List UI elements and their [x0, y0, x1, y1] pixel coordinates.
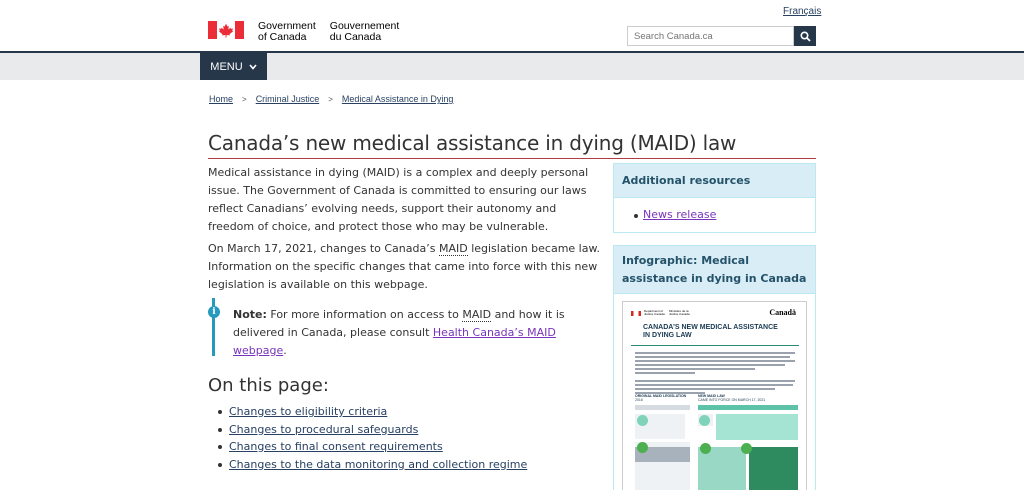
language-toggle-link[interactable]: Français — [783, 6, 822, 17]
breadcrumb-maid[interactable]: Medical Assistance in Dying — [341, 94, 454, 104]
infographic-heading: Infographic: Medical assistance in dying in Canada — [614, 246, 815, 294]
maid-abbreviation[interactable]: MAID — [462, 308, 492, 321]
infographic-image[interactable] — [622, 301, 807, 490]
search-button[interactable] — [794, 26, 816, 46]
original-law-label: ORIGINAL MAID LEGISLATION 2016 — [635, 394, 687, 402]
toc-link-eligibility[interactable]: Changes to eligibility criteria — [229, 405, 388, 418]
maid-abbreviation[interactable]: MAID — [438, 242, 468, 255]
new-law-label: NEW MAID LAW CAME INTO FORCE ON MARCH 17, 2021 — [698, 394, 766, 402]
breadcrumb-home[interactable]: Home — [209, 94, 234, 104]
search-icon — [800, 31, 811, 42]
page-title: Canada’s new medical assistance in dying (MAID) law — [208, 131, 737, 155]
additional-resources-panel — [613, 163, 816, 233]
navigation-bar — [0, 53, 1024, 80]
search-input[interactable] — [627, 26, 794, 46]
list-item — [218, 438, 527, 456]
legislation-paragraph: On March 17, 2021, changes to Canada’s MAID legislation became law. Information on the specific changes that came into force with this new legislation is available on this webpage. — [208, 242, 600, 291]
gov-name-fr: Gouvernement du Canada — [329, 20, 400, 43]
toc-link-final-consent[interactable]: Changes to final consent requirements — [229, 440, 443, 453]
intro-paragraph: Medical assistance in dying (MAID) is a complex and deeply personal issue. The Government of Canada is committed to ensuring our laws reflect Canadians’ evolving needs, support their autonomy and freedom of choice, and protect those who may be vulnerable. — [208, 166, 589, 233]
list-item — [218, 456, 527, 474]
breadcrumb-separator-icon: > — [328, 94, 333, 104]
infographic-intro-text — [635, 352, 795, 396]
toc-link-safeguards[interactable]: Changes to procedural safeguards — [229, 422, 419, 436]
gov-name-en: Government of Canada — [258, 20, 316, 43]
breadcrumb-criminal-justice[interactable]: Criminal Justice — [255, 94, 320, 104]
toc-link-data-monitoring[interactable]: Changes to the data monitoring and collection regime — [229, 457, 528, 471]
canada-wordmark: Canadä — [769, 308, 796, 317]
menu-label: MENU — [210, 60, 243, 73]
menu-button[interactable] — [200, 53, 267, 80]
justice-canada-signature: Department of Justice Canada Ministère de la Justice Canada — [631, 310, 691, 316]
on-this-page-heading: On this page: — [208, 375, 329, 396]
list-item — [634, 208, 815, 221]
canada-flag-icon — [208, 21, 244, 39]
news-release-link[interactable]: News release — [643, 208, 717, 221]
list-item — [218, 403, 527, 421]
health-canada-maid-link[interactable]: Health Canada’s MAID webpage — [233, 326, 556, 357]
infographic-divider — [631, 345, 799, 346]
infographic-title: CANADA’S NEW MEDICAL ASSISTANCE IN DYING LAW — [643, 324, 778, 339]
breadcrumb-separator-icon: > — [242, 94, 247, 104]
gov-canada-signature[interactable] — [208, 21, 399, 43]
note-callout — [208, 298, 608, 356]
canada-flag-icon — [631, 311, 641, 316]
title-underline — [208, 158, 816, 159]
infographic-panel — [613, 245, 816, 490]
list-item — [218, 421, 527, 439]
chevron-down-icon — [249, 64, 257, 70]
table-of-contents — [218, 403, 527, 473]
note-text: Note: For more information on access to MAID and how it is delivered in Canada, please consult Health Canada’s MAID webpage. — [233, 308, 565, 357]
breadcrumb — [209, 94, 453, 104]
additional-resources-heading: Additional resources — [614, 164, 815, 198]
info-icon: i — [208, 306, 220, 318]
